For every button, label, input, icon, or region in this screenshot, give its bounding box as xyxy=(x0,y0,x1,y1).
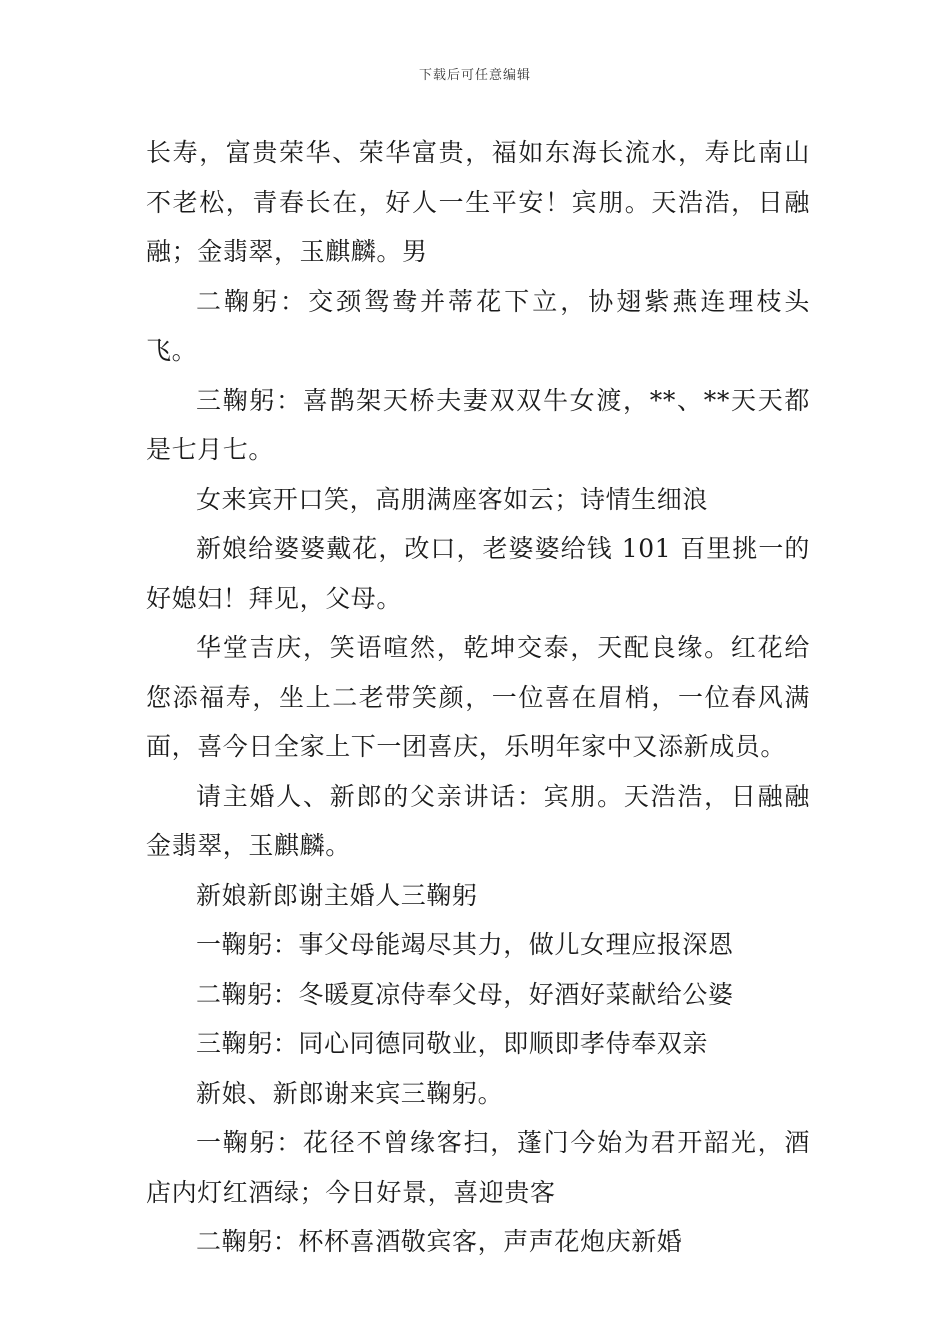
page-header: 下载后可任意编辑 xyxy=(418,68,531,83)
paragraph: 三鞠躬：同心同德同敬业，即顺即孝侍奉双亲 xyxy=(196,1029,709,1058)
paragraph: 三鞠躬：喜鹊架天桥夫妻双双牛女渡，**、**天天都是七月七。 xyxy=(146,385,810,464)
paragraph: 二鞠躬：交颈鸳鸯并蒂花下立，协翅紫燕连理枝头飞。 xyxy=(146,286,810,365)
paragraph: 二鞠躬：冬暖夏凉侍奉父母，好酒好菜献给公婆 xyxy=(196,979,734,1009)
paragraph: 新娘新郎谢主婚人三鞠躬 xyxy=(196,880,478,910)
paragraph: 女来宾开口笑，高朋满座客如云；诗情生细浪 xyxy=(196,484,709,514)
paragraph: 一鞠躬：事父母能竭尽其力，做儿女理应报深恩 xyxy=(196,930,734,959)
paragraph: 华堂吉庆，笑语喧然，乾坤交泰，天配良缘。红花给您添福寿，坐上二老带笑颜，一位喜在眉梢，一位春风满面，喜今日全家上下一团喜庆，乐明年家中又添新成员。 xyxy=(146,633,810,761)
paragraph: 长寿，富贵荣华、荣华富贵，福如东海长流水，寿比南山不老松，青春长在，好人一生平安！宾朋。天浩浩，日融融；金翡翠，玉麒麟。男 xyxy=(146,138,810,266)
paragraph: 请主婚人、新郎的父亲讲话：宾朋。天浩浩，日融融金翡翠，玉麒麟。 xyxy=(146,781,810,860)
paragraph: 一鞠躬：花径不曾缘客扫，蓬门今始为君开韶光，酒店内灯红酒绿；今日好景，喜迎贵客 xyxy=(146,1128,810,1207)
paragraph: 新娘给婆婆戴花，改口，老婆婆给钱 101 百里挑一的好媳妇！拜见，父母。 xyxy=(146,534,810,613)
paragraph: 二鞠躬：杯杯喜酒敬宾客，声声花炮庆新婚 xyxy=(196,1227,683,1256)
paragraph: 新娘、新郎谢来宾三鞠躬。 xyxy=(196,1078,504,1108)
document-body xyxy=(146,128,810,1267)
